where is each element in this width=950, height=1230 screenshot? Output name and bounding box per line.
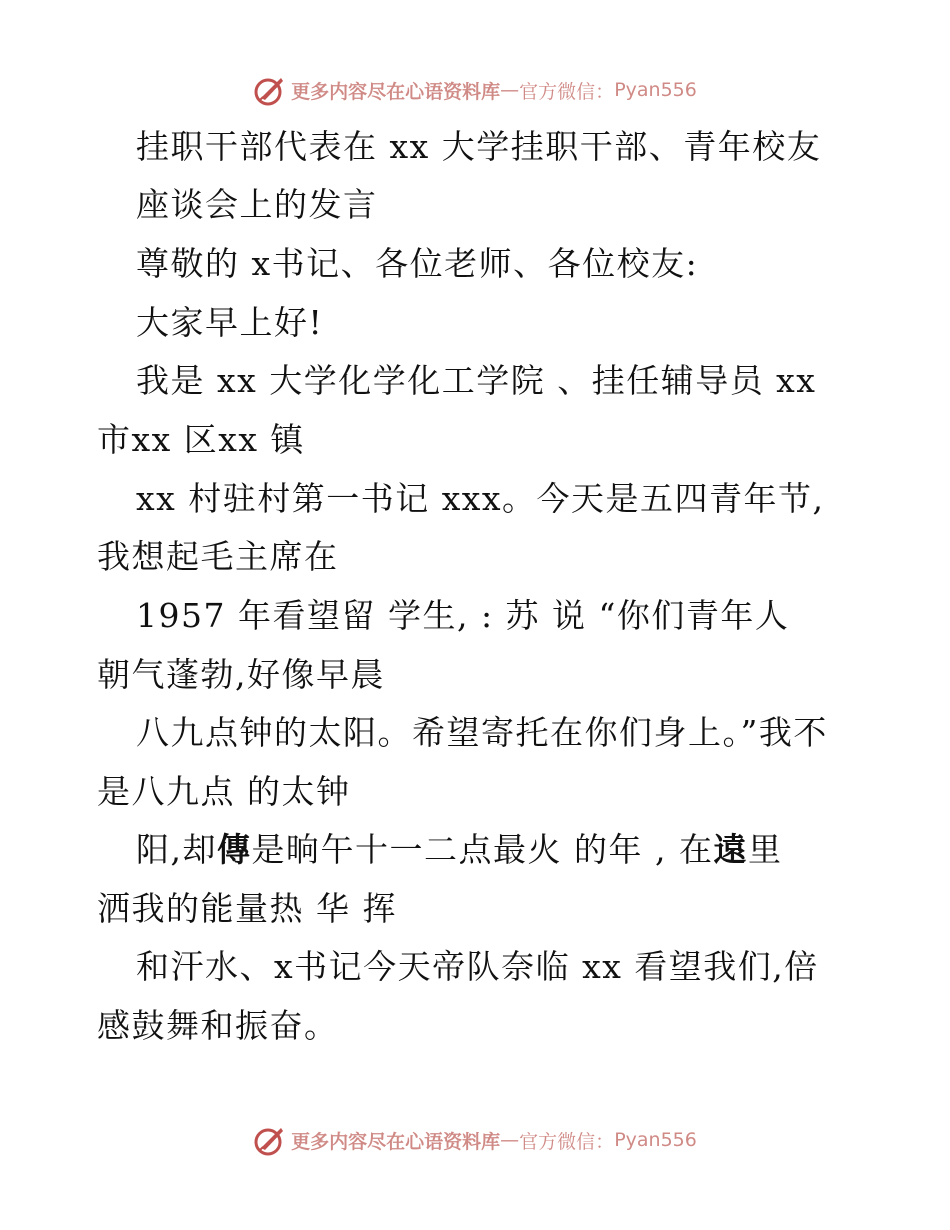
paragraph-line: 洒我的能量热 华 挥 (97, 889, 397, 928)
paragraph-line: 1957 年看望留 学生, : 苏 说 “你们青年人 (136, 596, 790, 635)
banner-library-text: 更多内容尽在心语资料库 (291, 80, 501, 103)
header-banner (0, 70, 950, 110)
title-line-1: 挂职干部代表在 xx 大学挂职干部、青年校友 (136, 127, 822, 166)
text-segment: 里 (747, 830, 783, 869)
paragraph-line (0, 830, 950, 870)
banner-wechat-id: Pyan556 (614, 1129, 697, 1151)
quill-logo-icon (253, 73, 287, 107)
banner-wechat-label: 官方微信： (519, 1130, 615, 1153)
title-line-2: 座谈会上的发言 (136, 185, 378, 224)
quill-logo-icon (253, 1123, 287, 1157)
paragraph-line: 我是 xx 大学化学化工学院 、挂任辅导员 xx (136, 361, 817, 400)
banner-separator: — (500, 79, 520, 101)
banner-separator: — (500, 1129, 520, 1151)
paragraph-line: 是八九点 的太钟 (97, 772, 351, 811)
paragraph-line: 感鼓舞和振奋。 (97, 1006, 339, 1045)
banner-wechat-id: Pyan556 (614, 79, 697, 101)
paragraph-line: xx 村驻村第一书记 xxx。今天是五四青年节, (136, 479, 825, 518)
paragraph-line: 我想起毛主席在 (97, 537, 339, 576)
text-segment: 遠 (713, 830, 748, 869)
paragraph-line: 朝气蓬勃,好像早晨 (97, 655, 385, 694)
banner-library-text: 更多内容尽在心语资料库 (291, 1130, 501, 1153)
text-segment: 傳 (217, 830, 252, 869)
greeting: 大家早上好! (136, 303, 324, 342)
text-segment: 阳,却 (136, 830, 217, 869)
paragraph-line: 和汗水、x书记今天帝队奈临 xx 看望我们,倍 (136, 947, 819, 986)
footer-banner (0, 1120, 950, 1160)
salutation: 尊敬的 x书记、各位老师、各位校友: (136, 244, 699, 283)
text-segment: 是晌午十一二点最火 的年 , 在 (251, 830, 714, 869)
banner-wechat-label: 官方微信： (519, 80, 615, 103)
paragraph-line: 市xx 区xx 镇 (97, 420, 305, 459)
paragraph-line: 八九点钟的太阳。希望寄托在你们身上。”我不 (136, 713, 828, 752)
